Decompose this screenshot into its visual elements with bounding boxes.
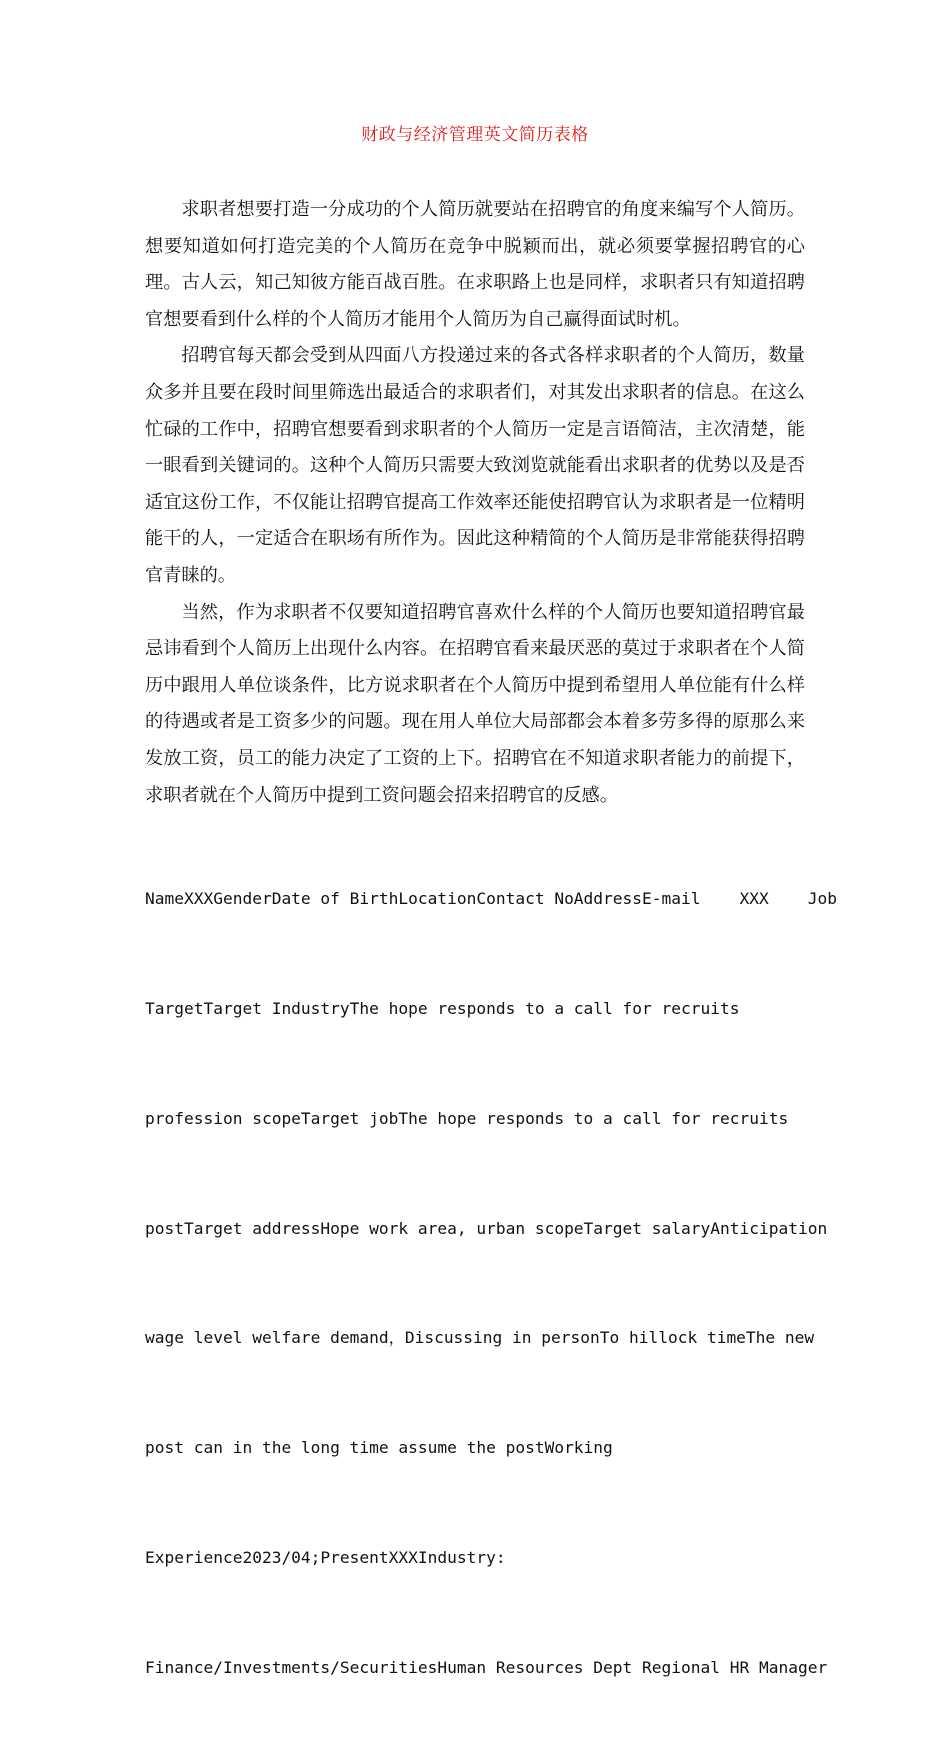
document-body xyxy=(145,192,805,814)
resume-line: profession scopeTarget jobThe hope responds to a call for recruits xyxy=(145,1108,789,1128)
paragraph-1: 求职者想要打造一分成功的个人简历就要站在招聘官的角度来编写个人简历。想要知道如何打造完美的个人简历在竞争中脱颖而出，就必须要掌握招聘官的心理。古人云，知己知彼方能百战百胜。在求职路上也是同样，求职者只有知道招聘官想要看到什么样的个人简历才能用个人简历为自己赢得面试时机。 xyxy=(145,199,805,330)
resume-line: post can in the long time assume the postWorking xyxy=(145,1438,613,1458)
resume-line: NameXXXGenderDate of BirthLocationContact NoAddressE-mail XXX Job xyxy=(145,889,837,909)
resume-line: Experience2023/04;PresentXXXIndustry: xyxy=(145,1547,506,1567)
document-title: 财政与经济管理英文简历表格 xyxy=(361,125,589,145)
resume-line: wage level welfare demand，Discussing in personTo hillock timeThe new xyxy=(145,1328,815,1348)
resume-line: postTarget addressHope work area, urban scopeTarget salaryAnticipation xyxy=(145,1218,828,1238)
resume-line: TargetTarget IndustryThe hope responds to a call for recruits xyxy=(145,998,740,1018)
paragraph-3: 当然，作为求职者不仅要知道招聘官喜欢什么样的个人简历也要知道招聘官最忌讳看到个人简历上出现什么内容。在招聘官看来最厌恶的莫过于求职者在个人简历中跟用人单位谈条件，比方说求职者在个人简历中提到希望用人单位能有什么样的待遇或者是工资多少的问题。现在用人单位大局部都会本着多劳多得的原那么来发放工资，员工的能力决定了工资的上下。招聘官在不知道求职者能力的前提下，求职者就在个人简历中提到工资问题会招来招聘官的反感。 xyxy=(145,601,805,806)
resume-line: Finance/Investments/SecuritiesHuman Resources Dept Regional HR Manager xyxy=(145,1657,828,1677)
paragraph-2: 招聘官每天都会受到从四面八方投递过来的各式各样求职者的个人简历，数量众多并且要在段时间里筛选出最适合的求职者们，对其发出求职者的信息。在这么忙碌的工作中，招聘官想要看到求职者的个人简历一定是言语简洁，主次清楚，能一眼看到关键词的。这种个人简历只需要大致浏览就能看出求职者的优势以及是否适宜这份工作，不仅能让招聘官提高工作效率还能使招聘官认为求职者是一位精明能干的人，一定适合在职场有所作为。因此这种精简的个人简历是非常能获得招聘官青睐的。 xyxy=(145,345,805,586)
resume-text xyxy=(145,808,837,1759)
